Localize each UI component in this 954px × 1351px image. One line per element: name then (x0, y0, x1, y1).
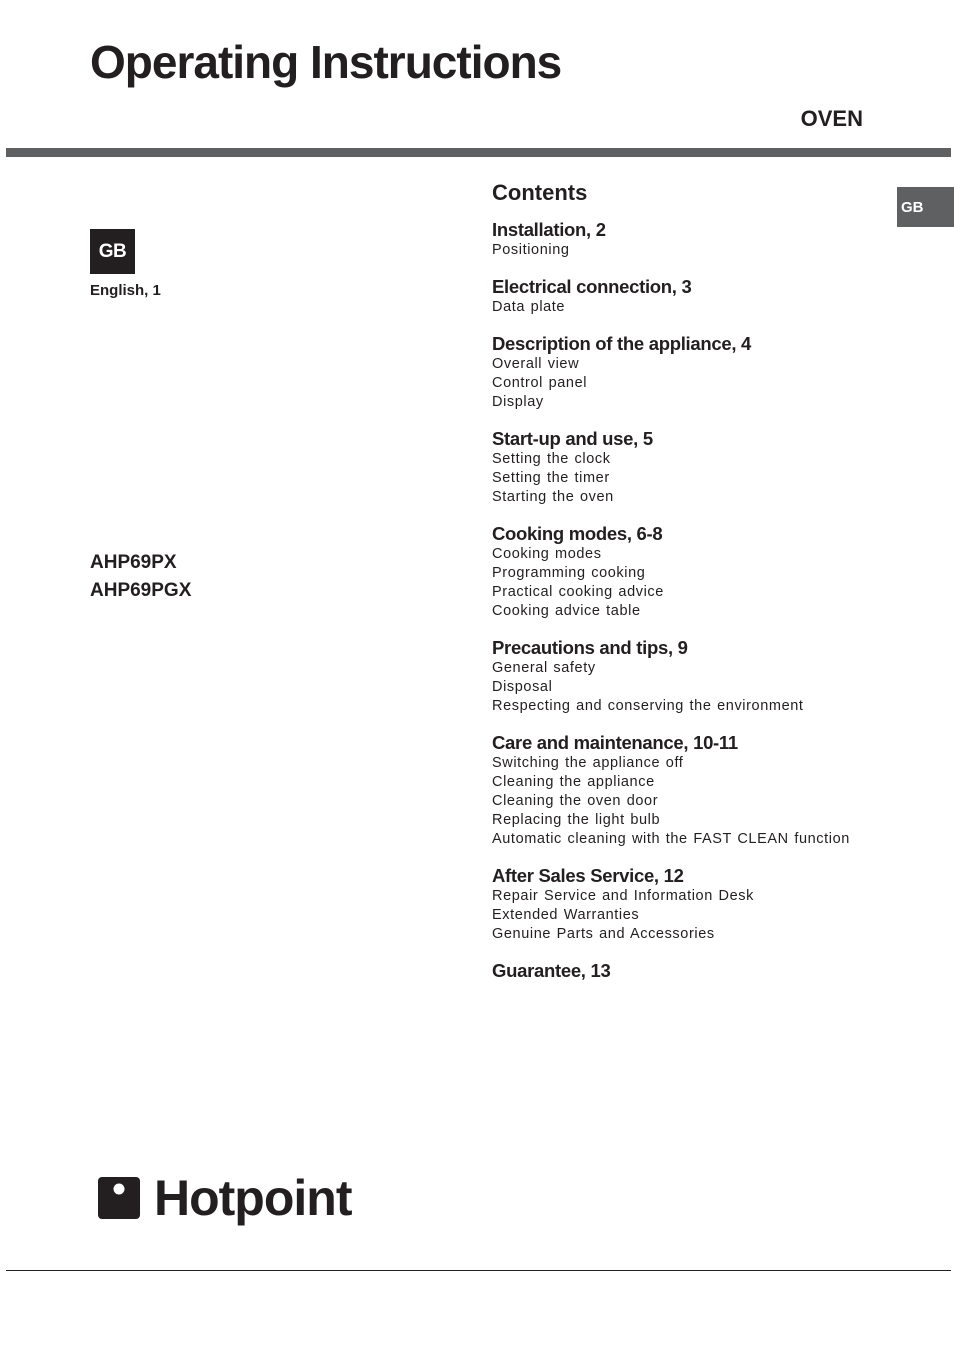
section-heading: Electrical connection, 3 (492, 276, 692, 297)
section-item: Repair Service and Information Desk (492, 888, 754, 904)
model-number: AHP69PGX (90, 580, 192, 601)
section-item: Display (492, 394, 544, 410)
contents-section (492, 219, 892, 260)
section-heading: Care and maintenance, 10-11 (492, 732, 738, 753)
section-item: Practical cooking advice (492, 584, 664, 600)
section-item: Cooking advice table (492, 603, 641, 619)
section-item: Setting the clock (492, 451, 611, 467)
model-list (90, 549, 191, 605)
section-heading: Cooking modes, 6-8 (492, 523, 663, 544)
section-item: Cooking modes (492, 546, 602, 562)
section-item: Switching the appliance off (492, 755, 684, 771)
contents-section (492, 960, 892, 982)
contents-section (492, 732, 892, 849)
section-item: Overall view (492, 356, 580, 372)
section-heading: Guarantee, 13 (492, 960, 611, 981)
header-divider (6, 148, 951, 157)
section-heading: Start-up and use, 5 (492, 428, 653, 449)
hotpoint-logo-icon (98, 1177, 140, 1219)
section-item: Genuine Parts and Accessories (492, 926, 715, 942)
section-item: Data plate (492, 299, 566, 315)
section-heading: Precautions and tips, 9 (492, 637, 688, 658)
section-item: General safety (492, 660, 596, 676)
contents-title: Contents (492, 180, 588, 205)
section-item: Disposal (492, 679, 553, 695)
page-title: Operating Instructions (90, 36, 562, 88)
section-item: Starting the oven (492, 489, 614, 505)
section-item: Respecting and conserving the environment (492, 698, 804, 714)
language-side-tab: GB (897, 187, 954, 227)
contents-section (492, 523, 892, 621)
section-heading: Installation, 2 (492, 219, 606, 240)
table-of-contents (492, 178, 892, 998)
contents-section (492, 637, 892, 716)
contents-section (492, 333, 892, 412)
contents-section (492, 428, 892, 507)
section-item: Programming cooking (492, 565, 646, 581)
language-entry: English, 1 (90, 282, 161, 299)
footer-divider (6, 1270, 951, 1271)
section-item: Automatic cleaning with the FAST CLEAN function (492, 831, 850, 847)
section-item: Cleaning the oven door (492, 793, 659, 809)
brand-logo (98, 1170, 351, 1226)
section-item: Cleaning the appliance (492, 774, 655, 790)
product-type: OVEN (800, 106, 863, 131)
contents-section (492, 276, 892, 317)
model-number: AHP69PX (90, 552, 177, 573)
contents-sections (492, 219, 892, 982)
contents-section (492, 865, 892, 944)
section-item: Positioning (492, 242, 570, 258)
section-item: Extended Warranties (492, 907, 640, 923)
brand-name: Hotpoint (154, 1170, 352, 1226)
section-heading: Description of the appliance, 4 (492, 333, 752, 354)
section-item: Control panel (492, 375, 588, 391)
section-item: Setting the timer (492, 470, 610, 486)
section-item: Replacing the light bulb (492, 812, 661, 828)
section-heading: After Sales Service, 12 (492, 865, 684, 886)
language-badge: GB (90, 229, 135, 274)
